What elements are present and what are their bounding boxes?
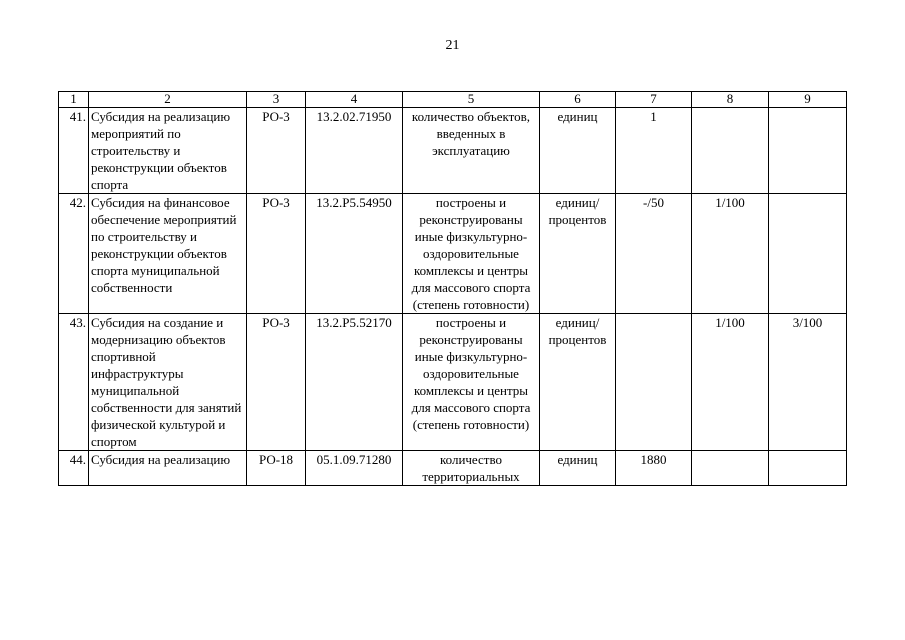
col-header-9: 9 [769,92,847,108]
value-col-8: 1/100 [692,194,769,314]
subsidy-name: Субсидия на финансовое обеспечение мероприятий по строительству и реконструкции объектов спорта муниципальной собственности [89,194,247,314]
unit: единиц/ процентов [540,314,616,451]
value-col-8: 1/100 [692,314,769,451]
data-table [58,91,847,486]
value-col-9 [769,451,847,486]
program-code: РО-3 [247,314,306,451]
program-code: РО-3 [247,108,306,194]
unit: единиц [540,108,616,194]
col-header-2: 2 [89,92,247,108]
col-header-5: 5 [403,92,540,108]
budget-code: 13.2.Р5.52170 [306,314,403,451]
value-col-7: -/50 [616,194,692,314]
col-header-7: 7 [616,92,692,108]
value-col-7 [616,314,692,451]
row-number: 43. [59,314,89,451]
indicator: построены и реконструированы иные физкультурно-оздоровительные комплексы и центры для массового спорта (степень готовности) [403,314,540,451]
budget-code: 13.2.02.71950 [306,108,403,194]
budget-code: 05.1.09.71280 [306,451,403,486]
col-header-3: 3 [247,92,306,108]
program-code: РО-18 [247,451,306,486]
row-number: 42. [59,194,89,314]
value-col-8 [692,451,769,486]
value-col-9: 3/100 [769,314,847,451]
budget-code: 13.2.Р5.54950 [306,194,403,314]
subsidy-name: Субсидия на реализацию [89,451,247,486]
col-header-6: 6 [540,92,616,108]
col-header-8: 8 [692,92,769,108]
subsidy-name: Субсидия на создание и модернизацию объектов спортивной инфраструктуры муниципальной собственности для занятий физической культурой и спортом [89,314,247,451]
subsidy-name: Субсидия на реализацию мероприятий по строительству и реконструкции объектов спорта [89,108,247,194]
header-row [59,92,847,108]
table-row [59,194,847,314]
col-header-1: 1 [59,92,89,108]
unit: единиц/ процентов [540,194,616,314]
row-number: 44. [59,451,89,486]
value-col-9 [769,108,847,194]
value-col-7: 1 [616,108,692,194]
unit: единиц [540,451,616,486]
value-col-9 [769,194,847,314]
table-row [59,314,847,451]
page-number: 21 [445,38,460,53]
indicator: количество объектов, введенных в эксплуатацию [403,108,540,194]
row-number: 41. [59,108,89,194]
col-header-4: 4 [306,92,403,108]
indicator: количество территориальных [403,451,540,486]
value-col-7: 1880 [616,451,692,486]
program-code: РО-3 [247,194,306,314]
value-col-8 [692,108,769,194]
table-row [59,451,847,486]
indicator: построены и реконструированы иные физкультурно-оздоровительные комплексы и центры для массового спорта (степень готовности) [403,194,540,314]
table-row [59,108,847,194]
